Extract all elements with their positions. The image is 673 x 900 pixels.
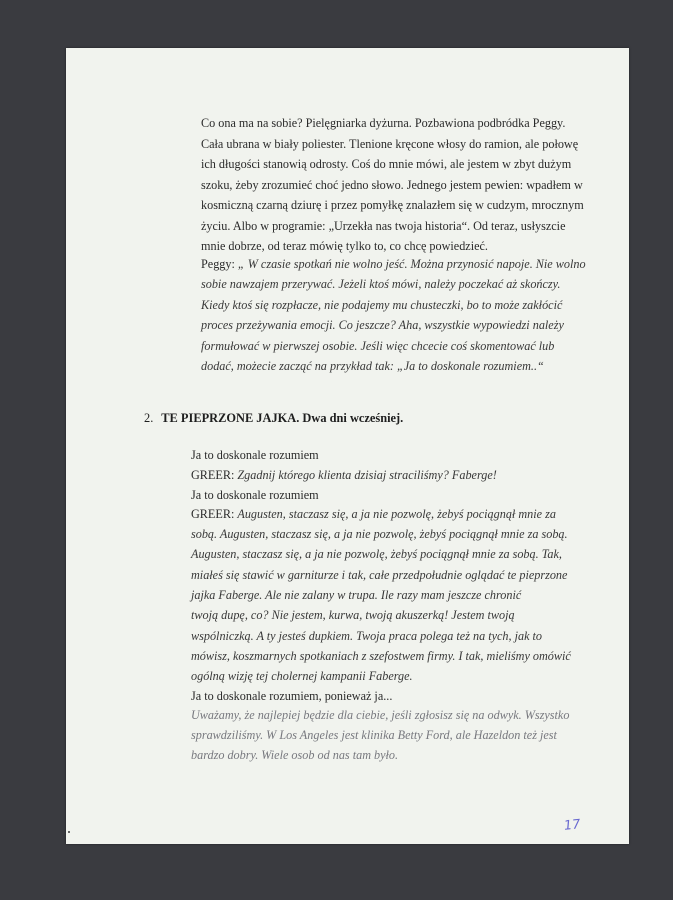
text-line: twoją dupę, co? Nie jestem, kurwa, twoją akuszerką! Jestem twoją <box>191 608 515 622</box>
text-line: kosmiczną czarną dziurę i przez pomyłkę znalazłem się w cudzym, mrocznym <box>201 198 584 212</box>
text-line: sprawdziliśmy. W Los Angeles jest klinika Betty Ford, ale Hazeldon też jest <box>191 728 557 742</box>
text-line: dodać, możecie zacząć na przykład tak: „Ja to doskonale rozumiem..“ <box>201 359 544 373</box>
section-title: TE PIEPRZONE JAJKA. Dwa dni wcześniej. <box>161 411 404 425</box>
text-line: mnie dobrze, od teraz mówię tylko to, co chcę powiedzieć. <box>201 239 488 253</box>
dialogue-line <box>201 258 586 270</box>
text-line: mówisz, koszmarnych spotkaniach z szefostwem firmy. I tak, mieliśmy omówić <box>191 649 571 663</box>
text-line: Cała ubrana w biały poliester. Tlenione kręcone włosy do ramion, ale połowę <box>201 137 579 151</box>
text-line: sobą. Augusten, staczasz się, a ja nie pozwolę, żebyś pociągnął mnie za sobą. <box>191 527 568 541</box>
text-line: ich długości stanowią odrosty. Coś do mnie mówi, ale jestem w zbyt dużym <box>201 157 572 171</box>
dialogue-text: „ W czasie spotkań nie wolno jeść. Można przynosić napoje. Nie wolno <box>237 257 586 271</box>
text-line: sobie nawzajem przerywać. Jeżeli ktoś mówi, należy poczekać aż skończy. <box>201 277 561 291</box>
section-heading <box>144 412 403 424</box>
section-number: 2. <box>144 411 154 425</box>
dialogue-line <box>191 469 497 481</box>
text-line: życiu. Albo w programie: „Urzekła nas twoja historia“. Od teraz, usłyszcie <box>201 219 566 233</box>
text-line: Ja to doskonale rozumiem <box>191 488 319 502</box>
text-line: szoku, żeby zrozumieć choć jedno słowo. Jednego jestem pewien: wpadłem w <box>201 178 583 192</box>
text-line: Ja to doskonale rozumiem, ponieważ ja... <box>191 689 393 703</box>
text-line: miałeś się stawić w garniturze i tak, całe przedpołudnie oglądać te pieprzone <box>191 568 568 582</box>
text-line: ogólną wizję tej cholernej kampanii Faberge. <box>191 669 413 683</box>
text-line: Uważamy, że najlepiej będzie dla ciebie, jeśli zgłosisz się na odwyk. Wszystko <box>191 708 570 722</box>
speaker-name: GREER: <box>191 468 238 482</box>
document-page <box>66 48 629 844</box>
speaker-name: Peggy: <box>201 257 238 271</box>
text-line: Kiedy ktoś się rozpłacze, nie podajemy mu chusteczki, bo to może zakłócić <box>201 298 563 312</box>
page-number: 17 <box>563 817 582 834</box>
paper-speck <box>68 831 70 833</box>
text-line: Ja to doskonale rozumiem <box>191 448 319 462</box>
text-line: Augusten, staczasz się, a ja nie pozwolę, żebyś pociągnął mnie za sobą. Tak, <box>191 547 562 561</box>
text-line: wspólniczką. A ty jesteś dupkiem. Twoja praca polega też na tych, jak to <box>191 629 543 643</box>
text-line: jajka Faberge. Ale nie zalany w trupa. Ile razy mam jeszcze chronić <box>191 588 522 602</box>
dialogue-line <box>191 508 556 520</box>
text-line: formułować w pierwszej osobie. Jeśli więc chcecie coś skomentować lub <box>201 339 555 353</box>
text-line: Co ona ma na sobie? Pielęgniarka dyżurna. Pozbawiona podbródka Peggy. <box>201 116 566 130</box>
text-line: bardzo dobry. Wiele osob od nas tam było. <box>191 748 399 762</box>
dialogue-text: Zgadnij którego klienta dzisiaj straciliśmy? Faberge! <box>237 468 497 482</box>
dialogue-text: Augusten, staczasz się, a ja nie pozwolę, żebyś pociągnął mnie za <box>237 507 556 521</box>
text-line: proces przeżywania emocji. Co jeszcze? Aha, wszystkie wypowiedzi należy <box>201 318 564 332</box>
speaker-name: GREER: <box>191 507 238 521</box>
